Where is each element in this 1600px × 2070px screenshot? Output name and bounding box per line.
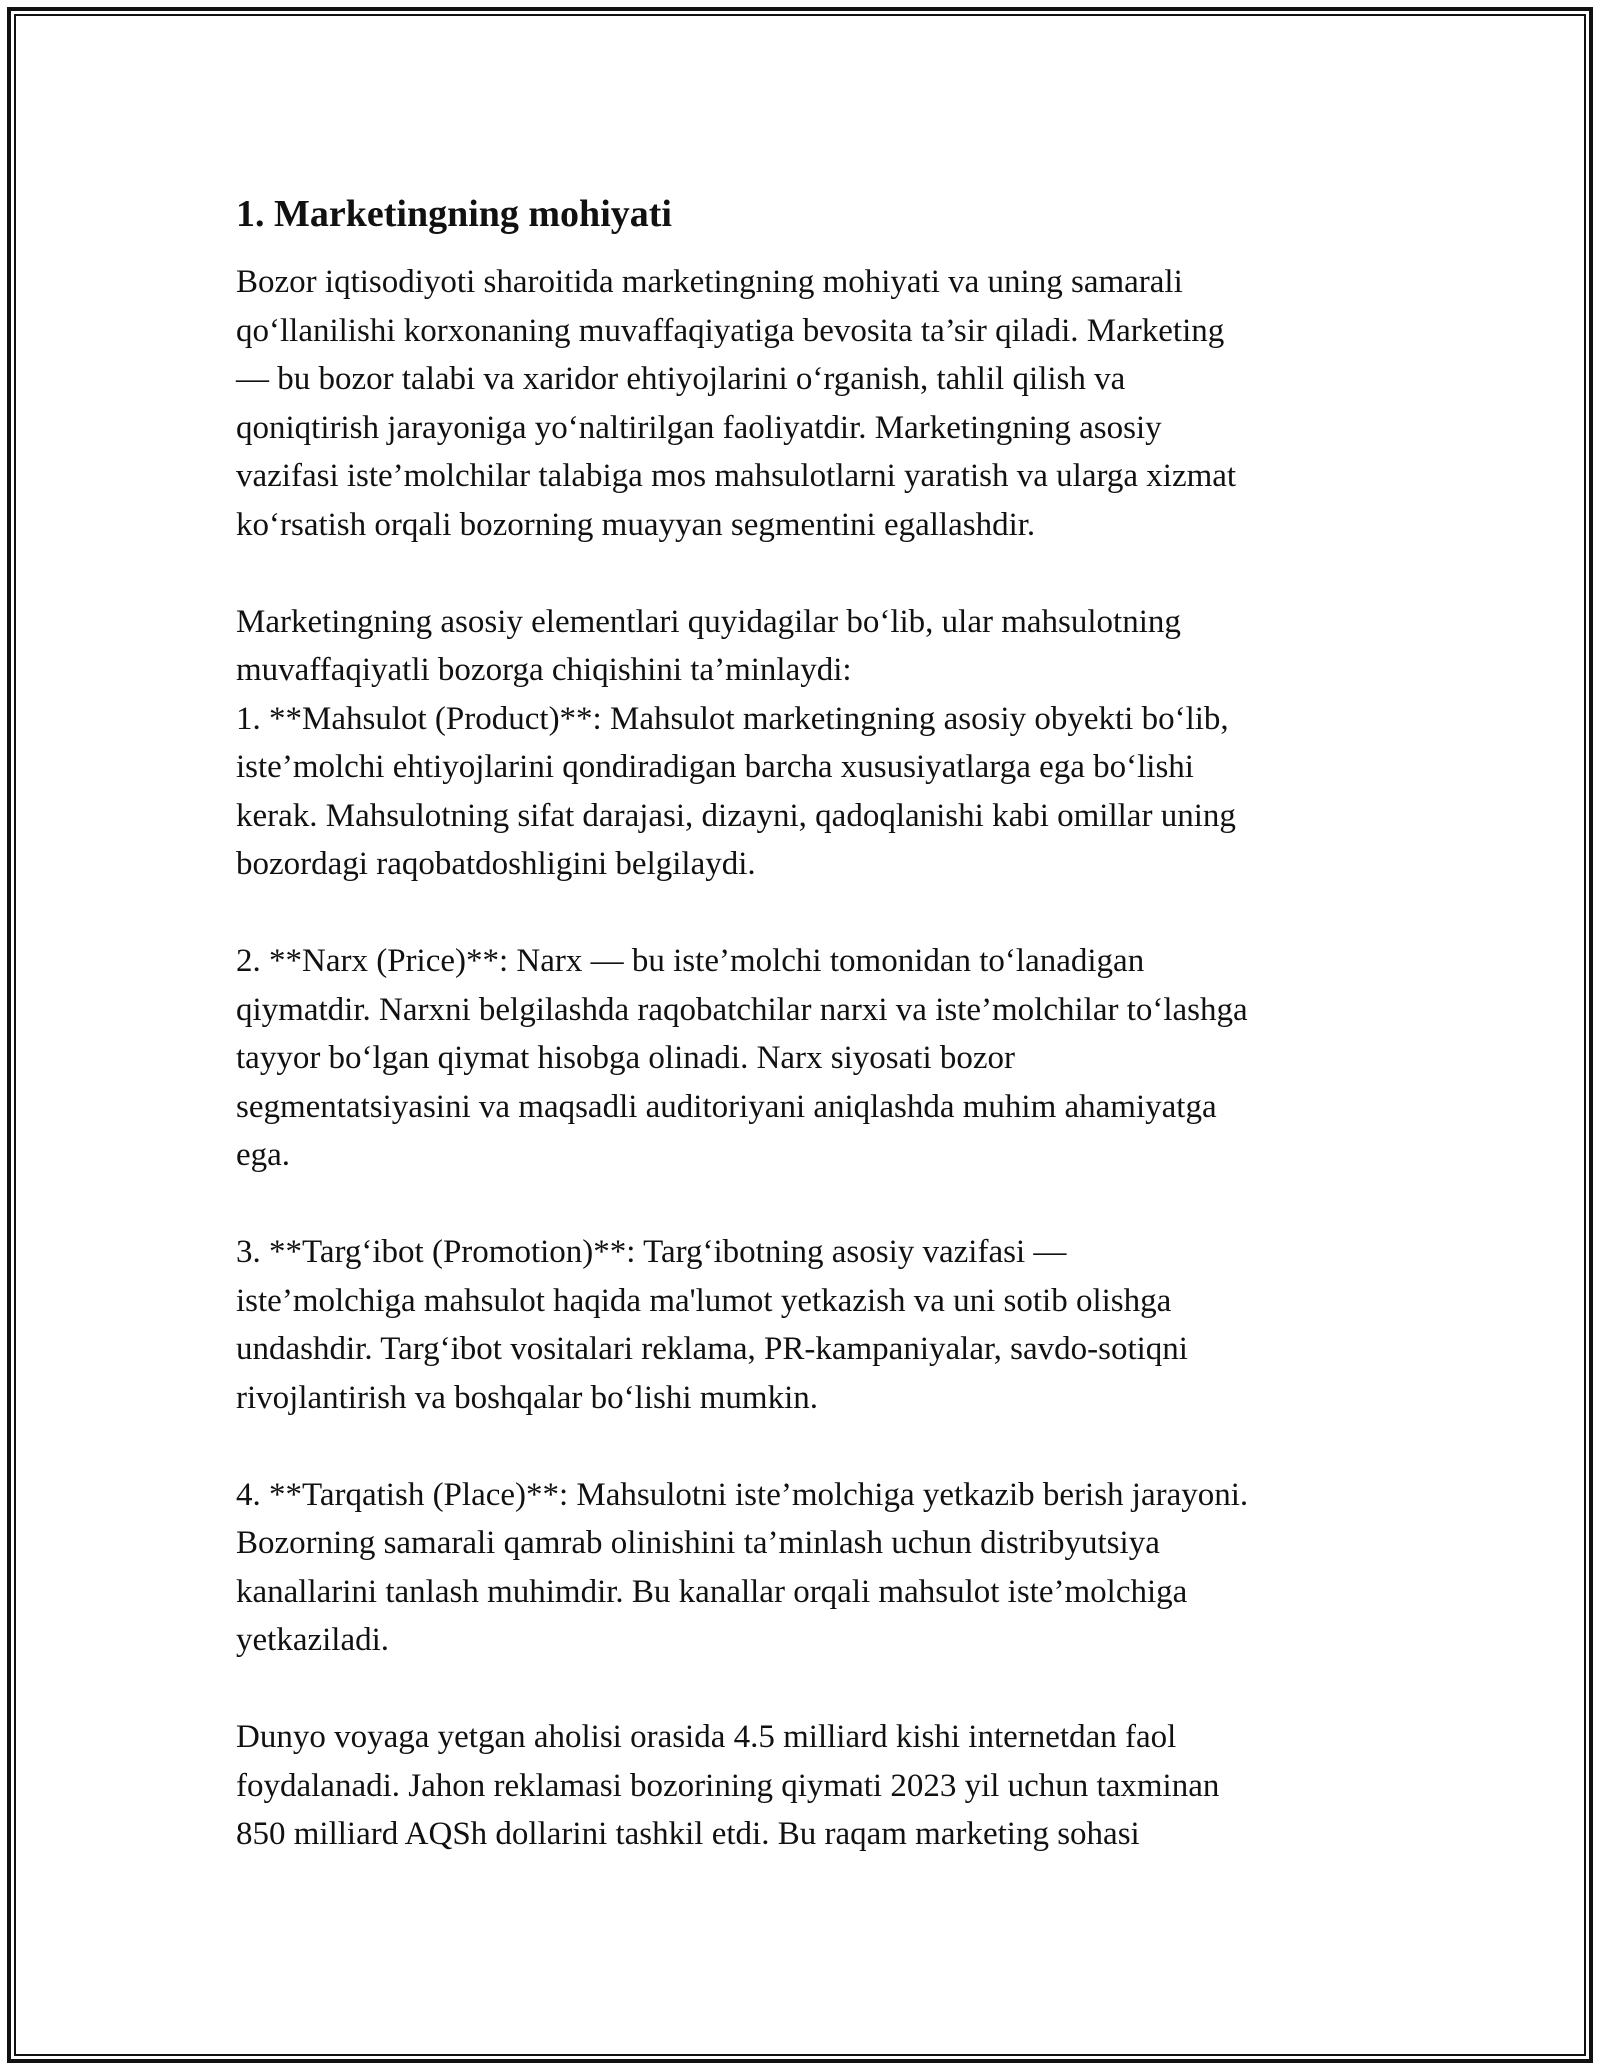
text-line: 850 milliard AQSh dollarini tashkil etdi. Bu raqam marketing sohasi [236, 1816, 1140, 1852]
text-line: qo‘llanilishi korxonaning muvaffaqiyatiga bevosita ta’sir qiladi. Marketing [236, 312, 1225, 349]
document-body [236, 242, 1376, 1859]
text-line: — bu bozor talabi va xaridor ehtiyojlarini o‘rganish, tahlil qilish va [236, 361, 1126, 397]
paragraph-gap [236, 1180, 1376, 1229]
paragraph-elements-product [236, 598, 1376, 889]
text-line: qiymatdir. Narxni belgilashda raqobatchilar narxi va iste’molchilar to‘lashga [236, 991, 1248, 1028]
text-line: iste’molchiga mahsulot haqida ma'lumot yetkazish va uni sotib olishga [236, 1282, 1172, 1319]
text-line: Bozorning samarali qamrab olinishini ta’minlash uchun distribyutsiya [236, 1525, 1160, 1561]
paragraph-gap [236, 549, 1376, 598]
text-line: Marketingning asosiy elementlari quyidagilar bo‘lib, ular mahsulotning [236, 603, 1181, 640]
text-line: 2. **Narx (Price)**: Narx — bu iste’molchi tomonidan to‘lanadigan [236, 943, 1145, 979]
text-line: rivojlantirish va boshqalar bo‘lishi mumkin. [236, 1379, 819, 1416]
text-line: undashdir. Targ‘ibot vositalari reklama, PR-kampaniyalar, savdo-sotiqni [236, 1331, 1188, 1367]
text-line: segmentatsiyasini va maqsadli auditoriyani aniqlashda muhim ahamiyatga [236, 1088, 1217, 1125]
paragraph-promotion [236, 1228, 1376, 1422]
text-line: 3. **Targ‘ibot (Promotion)**: Targ‘ibotning asosiy vazifasi — [236, 1234, 1067, 1270]
paragraph-statistics [236, 1713, 1376, 1859]
text-line: ega. [236, 1137, 291, 1173]
paragraph-gap [236, 1422, 1376, 1471]
text-line: 1. **Mahsulot (Product)**: Mahsulot marketingning asosiy obyekti bo‘lib, [236, 700, 1229, 737]
text-line: foydalanadi. Jahon reklamasi bozorining qiymati 2023 yil uchun taxminan [236, 1767, 1220, 1804]
text-line: ko‘rsatish orqali bozorning muayyan segmentini egallashdir. [236, 506, 1036, 543]
text-line: muvaffaqiyatli bozorga chiqishini ta’minlaydi: [236, 652, 852, 688]
document-page [236, 186, 1376, 1859]
text-line: kanallarini tanlash muhimdir. Bu kanallar orqali mahsulot iste’molchiga [236, 1573, 1188, 1610]
paragraph-gap [236, 1665, 1376, 1714]
text-line: tayyor bo‘lgan qiymat hisobga olinadi. Narx siyosati bozor [236, 1040, 1016, 1076]
text-line: bozordagi raqobatdoshligini belgilaydi. [236, 846, 756, 882]
paragraph-price [236, 937, 1376, 1180]
text-line: yetkaziladi. [236, 1622, 390, 1658]
text-line: vazifasi iste’molchilar talabiga mos mahsulotlarni yaratish va ularga xizmat [236, 458, 1237, 494]
text-line: Dunyo voyaga yetgan aholisi orasida 4.5 milliard kishi internetdan faol [236, 1719, 1177, 1755]
text-line: 4. **Tarqatish (Place)**: Mahsulotni iste’molchiga yetkazib berish jarayoni. [236, 1476, 1249, 1513]
paragraph-place [236, 1471, 1376, 1665]
section-heading: 1. Marketingning mohiyati [236, 193, 672, 235]
text-line: Bozor iqtisodiyoti sharoitida marketingning mohiyati va uning samarali [236, 264, 1183, 300]
text-line: iste’molchi ehtiyojlarini qondiradigan barcha xususiyatlarga ega bo‘lishi [236, 749, 1194, 785]
paragraph-gap [236, 889, 1376, 938]
text-line: qoniqtirish jarayoniga yo‘naltirilgan faoliyatdir. Marketingning asosiy [236, 409, 1162, 446]
text-line: kerak. Mahsulotning sifat darajasi, dizayni, qadoqlanishi kabi omillar uning [236, 797, 1236, 834]
paragraph-intro [236, 258, 1376, 549]
